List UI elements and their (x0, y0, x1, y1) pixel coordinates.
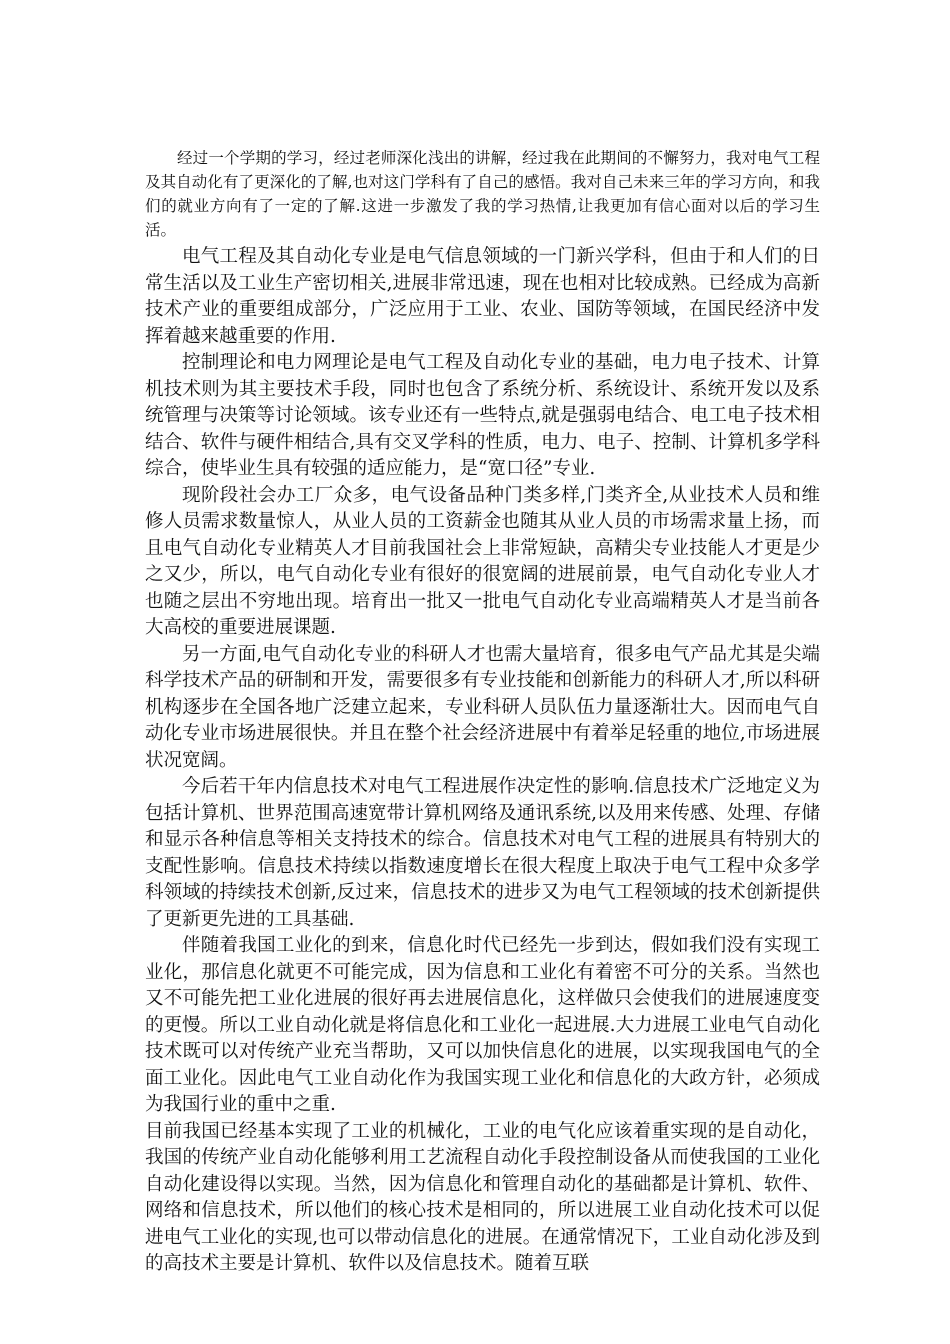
paragraph-industrialization: 伴随着我国工业化的到来，信息化时代已经先一步到达，假如我们没有实现工业化，那信息化就更不可能完成，因为信息和工业化有着密不可分的关系。当然也又不可能先把工业化进展的很好再去进展信息化，这样做只会使我们的进展速度变的更慢。所以工业自动化就是将信息化和工业化一起进展.大力进展工业电气自动化技术既可以对传统产业充当帮助，又可以加快信息化的进展，以实现我国电气的全面工业化。因此电气工业自动化作为我国实现工业化和信息化的大政方针，必须成为我国行业的重中之重. (145, 935, 820, 1115)
body-text (145, 146, 820, 1278)
paragraph-theory-basis: 控制理论和电力网理论是电气工程及自动化专业的基础，电力电子技术、计算机技术则为其主要技术手段，同时也包含了系统分析、系统设计、系统开发以及系统管理与决策等讨论领域。该专业还有一些特点,就是强弱电结合、电工电子技术相结合、软件与硬件相结合,具有交叉学科的性质，电力、电子、控制、计算机多学科综合，使毕业生具有较强的适应能力，是“宽口径”专业. (145, 352, 820, 479)
paragraph-talent-demand: 现阶段社会办工厂众多，电气设备品种门类多样,门类齐全,从业技术人员和维修人员需求数量惊人，从业人员的工资薪金也随其从业人员的市场需求量上扬，而且电气自动化专业精英人才目前我国社会上非常短缺，高精尖专业技能人才更是少之又少，所以，电气自动化专业有很好的很宽阔的进展前景，电气自动化专业人才也随之层出不穷地出现。培育出一批又一批电气自动化专业高端精英人才是当前各大高校的重要进展课题. (145, 484, 820, 638)
paragraph-intro: 经过一个学期的学习，经过老师深化浅出的讲解，经过我在此期间的不懈努力，我对电气工程及其自动化有了更深化的了解,也对这门学科有了自己的感悟。我对自己未来三年的学习方向，和我们的就业方向有了一定的了解.这进一步激发了我的学习热情,让我更加有信心面对以后的学习生活。 (145, 149, 820, 239)
paragraph-information-technology: 今后若干年内信息技术对电气工程进展作决定性的影响.信息技术广泛地定义为包括计算机、世界范围高速宽带计算机网络及通讯系统,以及用来传感、处理、存储和显示各种信息等相关支持技术的综合。信息技术对电气工程的进展具有特别大的支配性影响。信息技术持续以指数速度增长在很大程度上取决于电气工程中众多学科领域的持续技术创新,反过来，信息技术的进步又为电气工程领域的技术创新提供了更新更先进的工具基础. (145, 776, 820, 930)
paragraph-automation: 目前我国已经基本实现了工业的机械化，工业的电气化应该着重实现的是自动化，我国的传统产业自动化能够利用工艺流程自动化手段控制设备从而使我国的工业化自动化建设得以实现。当然，因为信息化和管理自动化的基础都是计算机、软件、网络和信息技术，所以他们的核心技术是相同的，所以进展工业自动化技术可以促进电气工业化的实现,也可以带动信息化的进展。在通常情况下，工业自动化涉及到的高技术主要是计算机、软件以及信息技术。随着互联 (145, 1120, 820, 1274)
paragraph-research-talent: 另一方面,电气自动化专业的科研人才也需大量培育，很多电气产品尤其是尖端科学技术产品的研制和开发，需要很多有专业技能和创新能力的科研人才,所以科研机构逐步在全国各地广泛建立起来，专业科研人员队伍力量逐渐壮大。因而电气自动化专业市场进展很快。并且在整个社会经济进展中有着举足轻重的地位,市场进展状况宽阔。 (145, 643, 820, 771)
paragraph-discipline-overview: 电气工程及其自动化专业是电气信息领域的一门新兴学科，但由于和人们的日常生活以及工业生产密切相关,进展非常迅速，现在也相对比较成熟。已经成为高新技术产业的重要组成部分，广泛应用于工业、农业、国防等领域，在国民经济中发挥着越来越重要的作用. (145, 246, 820, 347)
